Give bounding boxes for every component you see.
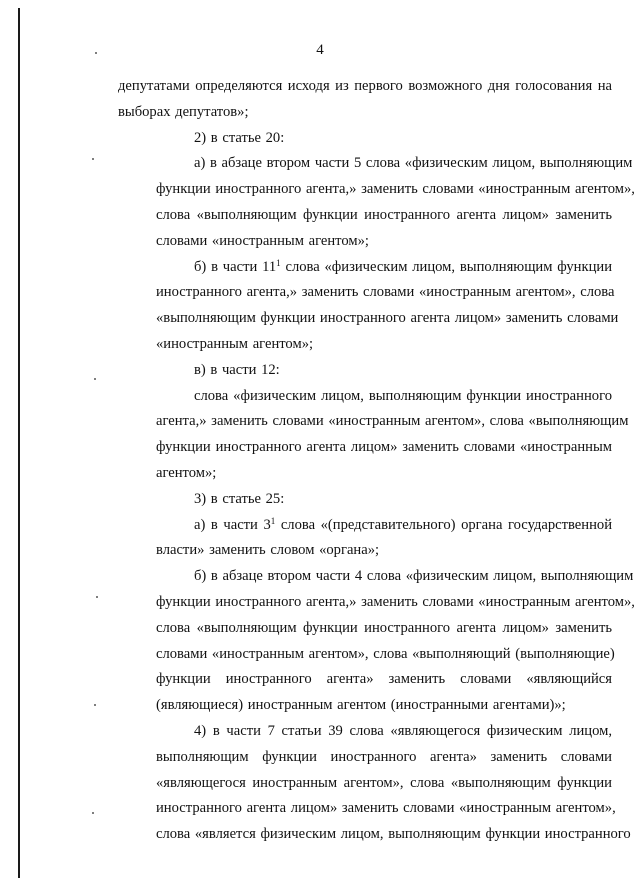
text-line: словами «иностранным агентом»;: [156, 232, 369, 249]
paragraph: [118, 358, 612, 384]
paragraph: [118, 151, 635, 254]
text-line: депутатами определяются исходя из первого возможного дня голосования на: [118, 78, 612, 94]
text-line: «выполняющим функции иностранного агента лицом» заменить словами: [156, 310, 619, 327]
text-line: выборах депутатов»;: [118, 103, 249, 120]
binding-edge-line: [18, 8, 20, 878]
text-segment: слова «физическим лицом, выполняющим функции: [280, 258, 613, 275]
text-line: [118, 255, 612, 281]
text-line: (являющиеся) иностранным агентом (иностранными агентами)»;: [156, 697, 566, 714]
document-body: [118, 74, 635, 848]
text-line: слова «является физическим лицом, выполняющим функции иностранного: [156, 826, 631, 843]
text-line: функции иностранного агента» заменить словами «являющийся: [156, 671, 612, 688]
text-line: [118, 513, 612, 539]
paragraph: [118, 513, 612, 565]
text-line: слова «физическим лицом, выполняющим функции иностранного: [194, 387, 612, 404]
text-line: функции иностранного агента,» заменить словами «иностранным агентом»,: [156, 181, 635, 198]
text-line: б) в абзаце втором части 4 слова «физическим лицом, выполняющим: [194, 568, 634, 585]
text-segment: а) в части 3: [194, 516, 271, 533]
text-line: «иностранным агентом»;: [156, 335, 314, 352]
paragraph: [118, 126, 612, 152]
paragraph: [118, 719, 631, 848]
text-segment: б) в части 11: [194, 258, 277, 275]
text-line: функции иностранного агента лицом» заменить словами «иностранным: [156, 439, 612, 456]
scan-speck: [92, 158, 94, 160]
text-segment: слова «(представительного) органа государственной: [275, 516, 613, 533]
page-number: 4: [316, 42, 324, 58]
text-line: словами «иностранным агентом», слова «выполняющий (выполняющие): [156, 645, 615, 662]
paragraph: [118, 384, 629, 487]
text-line: «являющегося иностранным агентом», слова «выполняющим функции: [156, 774, 612, 791]
text-line: слова «выполняющим функции иностранного агента лицом» заменить: [156, 619, 612, 636]
scan-speck: [96, 596, 98, 598]
paragraph: [118, 255, 619, 358]
paragraph: [118, 487, 612, 513]
scan-speck: [94, 704, 96, 706]
text-line: а) в абзаце втором части 5 слова «физическим лицом, выполняющим: [194, 155, 633, 172]
scan-speck: [94, 378, 96, 380]
text-line: агентом»;: [156, 464, 217, 481]
scan-speck: [92, 812, 94, 814]
paragraph: [118, 564, 635, 719]
text-line: 4) в части 7 статьи 39 слова «являющегося физическим лицом,: [194, 722, 612, 739]
superscript: 1: [270, 515, 276, 526]
text-line: в) в части 12:: [194, 361, 280, 378]
superscript: 1: [276, 257, 281, 268]
paragraph: [118, 74, 612, 126]
text-line: агента,» заменить словами «иностранным агентом», слова «выполняющим: [156, 413, 629, 430]
text-line: 3) в статье 25:: [194, 490, 285, 507]
text-line: власти» заменить словом «органа»;: [156, 542, 380, 559]
text-line: иностранного агента,» заменить словами «иностранным агентом», слова: [156, 284, 615, 301]
text-line: выполняющим функции иностранного агента» заменить словами: [156, 748, 612, 765]
text-line: иностранного агента лицом» заменить словами «иностранным агентом»,: [156, 800, 616, 817]
text-line: слова «выполняющим функции иностранного агента лицом» заменить: [156, 206, 612, 223]
text-line: функции иностранного агента,» заменить словами «иностранным агентом»,: [156, 593, 635, 610]
text-line: 2) в статье 20:: [194, 129, 285, 146]
